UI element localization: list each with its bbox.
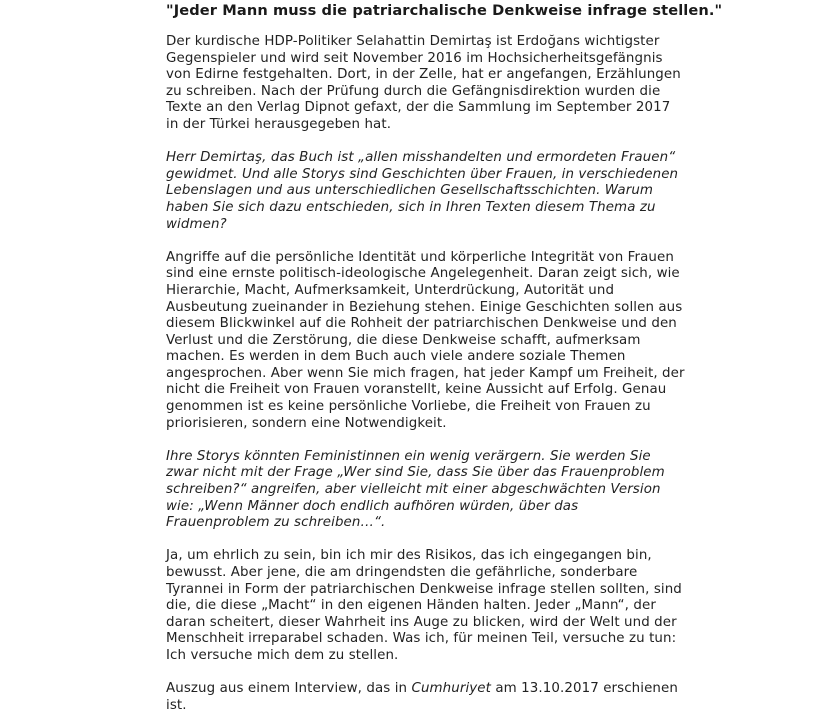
- answer-paragraph: Ja, um ehrlich zu sein, bin ich mir des Risikos, das ich eingegangen bin, bewusst. Aber jene, die am dringendsten die gefährliche, sonderbare Tyrannei in Form der patriarchischen Denkweise infrage stellen sollten, sind die, die diese „Macht“ in den eigenen Händen halten. Jeder „Mann“, der daran scheitert, dieser Wahrheit ins Auge zu blicken, wird der Welt und der Menschheit irreparabel schaden. Was ich, für meinen Teil, versuche zu tun: Ich versuche mich dem zu stellen.: [166, 548, 682, 663]
- source-prefix: Auszug aus einem Interview, das in: [166, 681, 412, 697]
- article-title: "Jeder Mann muss die patriarchalische Denkweise infrage stellen.": [166, 2, 723, 19]
- question-paragraph: Herr Demirtaş, das Buch ist „allen misshandelten und ermordeten Frauen“ gewidmet. Und alle Storys sind Geschichten über Frauen, in verschiedenen Lebenslagen und aus unterschiedlichen Gesellschaftsschichten. Warum haben Sie sich dazu entschieden, sich in Ihren Texten diesem Thema zu widmen?: [166, 150, 679, 232]
- source-note: [166, 681, 686, 714]
- question-paragraph: Ihre Storys könnten Feministinnen ein wenig verärgern. Sie werden Sie zwar nicht mit der Frage „Wer sind Sie, dass Sie über das Frauenproblem schreiben?“ angreifen, aber vielleicht mit einer abgeschwächten Version wie: „Wenn Männer doch endlich aufhören würden, über das Frauenproblem zu schreiben…“.: [166, 448, 665, 531]
- article: [166, 0, 723, 714]
- source-publication: Cumhuriyet: [411, 681, 491, 697]
- answer-paragraph: Angriffe auf die persönliche Identität und körperliche Integrität von Frauen sind eine ernste politisch-ideologische Angelegenheit. Daran zeigt sich, wie Hierarchie, Macht, Aufmerksamkeit, Unterdrückung, Autorität und Ausbeutung zueinander in Beziehung stehen. Einige Geschichten sollen aus diesem Blickwinkel auf die Rohheit der patriarchischen Denkweise und den Verlust und die Zerstörung, die diese Denkweise schafft, aufmerksam machen. Es werden in dem Buch auch viele andere soziale Themen angesprochen. Aber wenn Sie mich fragen, hat jeder Kampf um Freiheit, der nicht die Freiheit von Frauen voranstellt, keine Aussicht auf Erfolg. Genau genommen ist es keine persönliche Vorliebe, die Freiheit von Frauen zu priorisieren, sondern eine Notwendigkeit.: [166, 249, 685, 431]
- source-suffix: am 13.10.2017 erschienen ist.: [166, 681, 678, 713]
- intro-paragraph: Der kurdische HDP-Politiker Selahattin Demirtaş ist Erdoğans wichtigster Gegenspieler und wird seit November 2016 im Hochsicherheitsgefängnis von Edirne festgehalten. Dort, in der Zelle, hat er angefangen, Erzählungen zu schreiben. Nach der Prüfung durch die Gefängnisdirektion wurden die Texte an den Verlag Dipnot gefaxt, der die Sammlung im September 2017 in der Türkei herausgegeben hat.: [166, 34, 681, 132]
